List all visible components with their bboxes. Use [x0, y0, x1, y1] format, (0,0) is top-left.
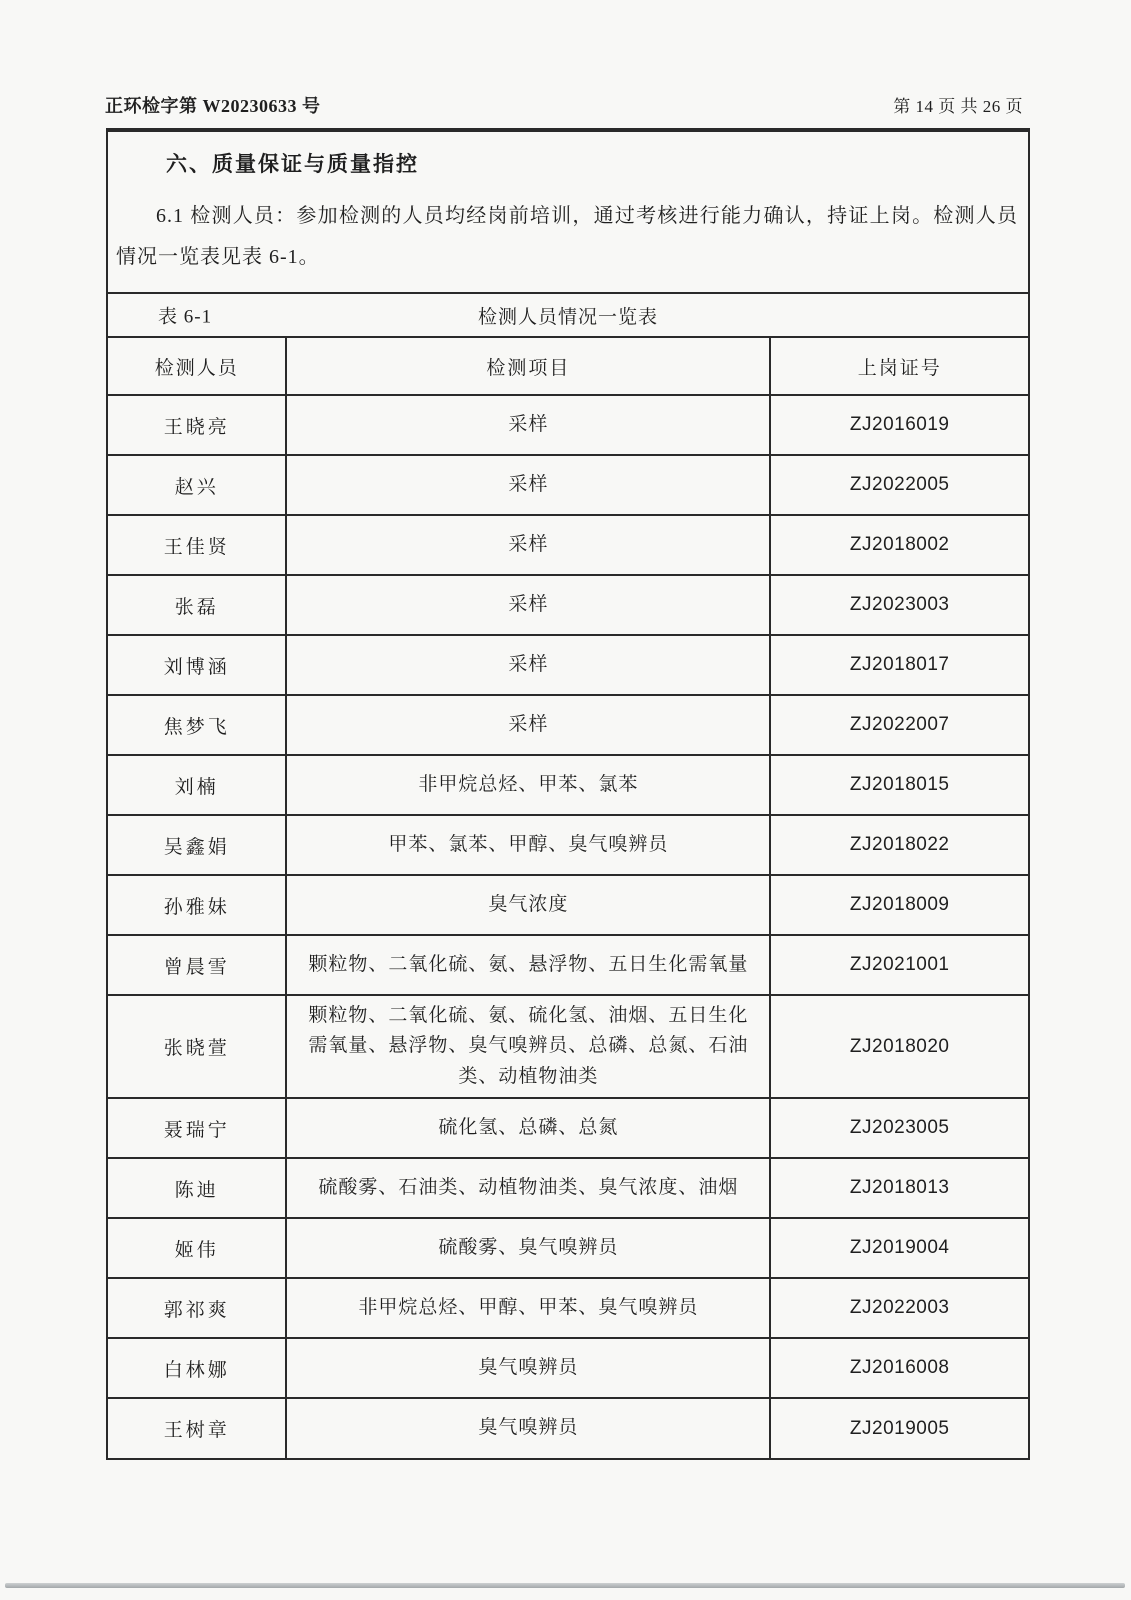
test-items-cell: 硫酸雾、臭气嗅辨员 [286, 1218, 770, 1278]
cert-number-cell: ZJ2018009 [770, 875, 1028, 935]
table-caption-label: 表 6-1 [158, 306, 213, 328]
test-items-cell: 采样 [286, 635, 770, 695]
cert-number-cell: ZJ2021001 [770, 935, 1028, 995]
table-row [108, 455, 1028, 515]
test-items-cell: 颗粒物、二氧化硫、氨、悬浮物、五日生化需氧量 [286, 935, 770, 995]
doc-number: 正环检字第 W20230633 号 [105, 96, 321, 116]
content-frame [106, 128, 1030, 1460]
cert-number-cell: ZJ2018022 [770, 815, 1028, 875]
table-row [108, 395, 1028, 455]
person-name-cell: 郭祁爽 [108, 1278, 286, 1338]
test-items-cell: 颗粒物、二氧化硫、氨、硫化氢、油烟、五日生化需氧量、悬浮物、臭气嗅辨员、总磷、总氮、石油类、动植物油类 [286, 995, 770, 1098]
test-items-cell: 采样 [286, 695, 770, 755]
cert-number-cell: ZJ2022003 [770, 1278, 1028, 1338]
person-name-cell: 姬伟 [108, 1218, 286, 1278]
column-header-cert: 上岗证号 [770, 337, 1028, 395]
column-header-items: 检测项目 [286, 337, 770, 395]
section-title: 六、质量保证与质量指控 [166, 152, 419, 176]
personnel-table [108, 336, 1028, 1458]
table-caption-title: 检测人员情况一览表 [477, 306, 658, 328]
person-name-cell: 吴鑫娟 [108, 815, 286, 875]
table-row [108, 575, 1028, 635]
person-name-cell: 刘楠 [108, 755, 286, 815]
table-row [108, 515, 1028, 575]
table-row [108, 935, 1028, 995]
person-name-cell: 张晓萱 [108, 995, 286, 1098]
test-items-cell: 采样 [286, 515, 770, 575]
table-row [108, 995, 1028, 1098]
table-row [108, 815, 1028, 875]
cert-number-cell: ZJ2016019 [770, 395, 1028, 455]
test-items-cell: 硫化氢、总磷、总氮 [286, 1098, 770, 1158]
test-items-cell: 采样 [286, 395, 770, 455]
cert-number-cell: ZJ2018013 [770, 1158, 1028, 1218]
test-items-cell: 臭气嗅辨员 [286, 1398, 770, 1458]
person-name-cell: 陈迪 [108, 1158, 286, 1218]
test-items-cell: 硫酸雾、石油类、动植物油类、臭气浓度、油烟 [286, 1158, 770, 1218]
section-paragraph: 6.1 检测人员：参加检测的人员均经岗前培训，通过考核进行能力确认，持证上岗。检测人员情况一览表见表 6-1。 [116, 205, 1018, 268]
cert-number-cell: ZJ2019005 [770, 1398, 1028, 1458]
column-header-name: 检测人员 [108, 337, 286, 395]
table-row [108, 1278, 1028, 1338]
test-items-cell: 非甲烷总烃、甲苯、氯苯 [286, 755, 770, 815]
person-name-cell: 王佳贤 [108, 515, 286, 575]
cert-number-cell: ZJ2022007 [770, 695, 1028, 755]
cert-number-cell: ZJ2018002 [770, 515, 1028, 575]
table-row [108, 1338, 1028, 1398]
cert-number-cell: ZJ2023003 [770, 575, 1028, 635]
table-row [108, 755, 1028, 815]
cert-number-cell: ZJ2022005 [770, 455, 1028, 515]
cert-number-cell: ZJ2018015 [770, 755, 1028, 815]
person-name-cell: 聂瑞宁 [108, 1098, 286, 1158]
person-name-cell: 白林娜 [108, 1338, 286, 1398]
person-name-cell: 焦梦飞 [108, 695, 286, 755]
page-header [105, 92, 1023, 118]
cert-number-cell: ZJ2019004 [770, 1218, 1028, 1278]
cert-number-cell: ZJ2018020 [770, 995, 1028, 1098]
person-name-cell: 曾晨雪 [108, 935, 286, 995]
table-row [108, 875, 1028, 935]
test-items-cell: 臭气嗅辨员 [286, 1338, 770, 1398]
test-items-cell: 非甲烷总烃、甲醇、甲苯、臭气嗅辨员 [286, 1278, 770, 1338]
person-name-cell: 孙雅妹 [108, 875, 286, 935]
test-items-cell: 臭气浓度 [286, 875, 770, 935]
person-name-cell: 赵兴 [108, 455, 286, 515]
test-items-cell: 采样 [286, 575, 770, 635]
person-name-cell: 王晓亮 [108, 395, 286, 455]
cert-number-cell: ZJ2018017 [770, 635, 1028, 695]
table-row [108, 1218, 1028, 1278]
table-row [108, 1158, 1028, 1218]
table-header-row [108, 337, 1028, 395]
page-indicator: 第 14 页 共 26 页 [893, 97, 1023, 116]
person-name-cell: 王树章 [108, 1398, 286, 1458]
table-row [108, 695, 1028, 755]
test-items-cell: 采样 [286, 455, 770, 515]
person-name-cell: 刘博涵 [108, 635, 286, 695]
test-items-cell: 甲苯、氯苯、甲醇、臭气嗅辨员 [286, 815, 770, 875]
table-row [108, 1098, 1028, 1158]
table-row [108, 1398, 1028, 1458]
table-row [108, 635, 1028, 695]
table-caption [108, 292, 1028, 336]
person-name-cell: 张磊 [108, 575, 286, 635]
cert-number-cell: ZJ2016008 [770, 1338, 1028, 1398]
cert-number-cell: ZJ2023005 [770, 1098, 1028, 1158]
scan-artifact-line [5, 1583, 1125, 1588]
